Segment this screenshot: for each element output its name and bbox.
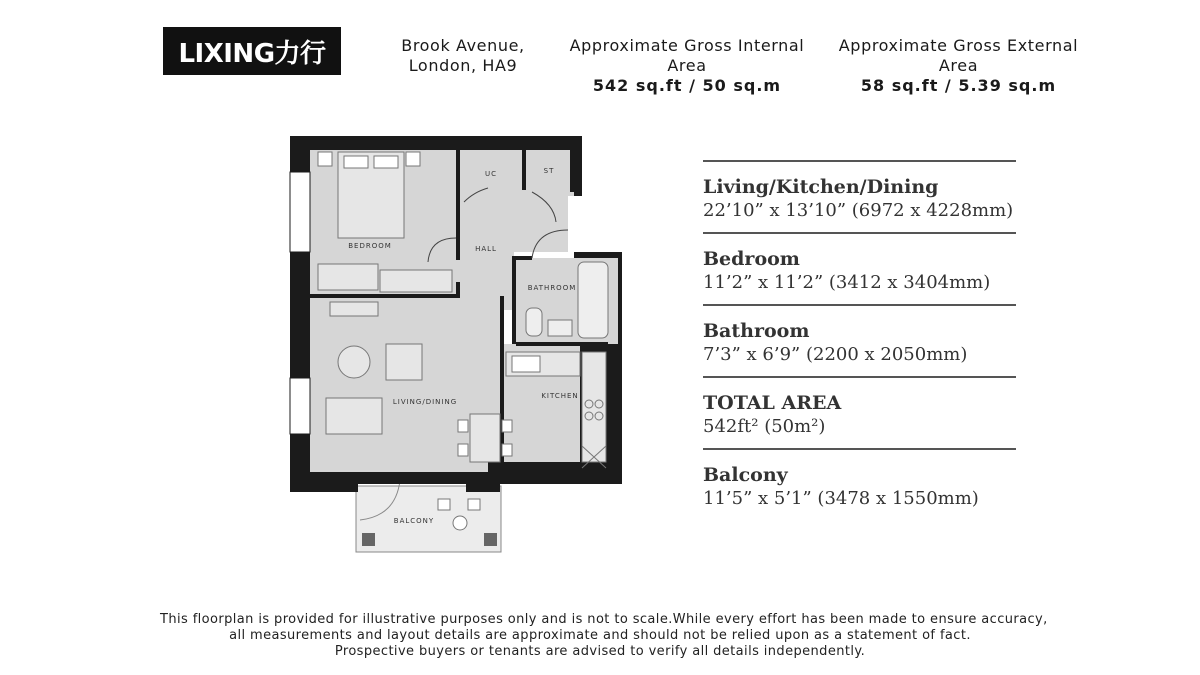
gross-external-label: Approximate Gross External Area <box>838 36 1079 75</box>
address-line-2: London, HA9 <box>408 56 518 75</box>
room-dimensions-legend <box>703 160 1016 520</box>
gross-external-value: 58 sq.ft / 5.39 sq.m <box>860 76 1057 95</box>
wall <box>522 150 526 190</box>
gross-internal-area <box>556 36 818 96</box>
plan-label-living: LIVING/DINING <box>392 398 458 406</box>
nightstand <box>406 152 420 166</box>
brand-logo: LIXING力行 <box>163 27 341 75</box>
window <box>290 172 310 252</box>
room-dimensions: 542ft² (50m²) <box>703 416 826 437</box>
pillow <box>374 156 398 168</box>
desk <box>318 264 378 290</box>
planter-left <box>362 533 375 546</box>
gross-external-area <box>826 36 1091 96</box>
room-name: Bathroom <box>703 320 810 342</box>
legend-row <box>703 448 1016 520</box>
bathtub <box>578 262 608 338</box>
chair <box>458 444 468 456</box>
room-name: Living/Kitchen/Dining <box>703 176 939 198</box>
wall <box>516 342 608 346</box>
plan-label-st: ST <box>543 167 555 175</box>
plan-label-uc: UC <box>484 170 498 178</box>
kitchen-units <box>582 352 606 462</box>
address-line-1: Brook Avenue, <box>401 36 525 55</box>
chair <box>502 444 512 456</box>
gross-internal-label: Approximate Gross Internal Area <box>569 36 805 75</box>
wall <box>512 256 532 260</box>
legend-row <box>703 232 1016 304</box>
round-table <box>338 346 370 378</box>
disclaimer <box>160 612 1048 660</box>
room-dimensions: 11’2” x 11’2” (3412 x 3404mm) <box>703 272 991 293</box>
property-address <box>388 36 538 76</box>
wall <box>310 294 460 298</box>
pillow <box>344 156 368 168</box>
wall <box>570 150 574 192</box>
kitchen-sink <box>512 356 540 372</box>
disclaimer-line-2: all measurements and layout details are approximate and should not be relied upon as a statement of fact. <box>229 628 971 643</box>
balcony-table <box>453 516 467 530</box>
plan-label-bedroom: BEDROOM <box>348 242 392 250</box>
gross-internal-value: 542 sq.ft / 50 sq.m <box>592 76 782 95</box>
wardrobe <box>380 270 452 292</box>
floor-plan <box>288 132 628 557</box>
legend-row <box>703 376 1016 448</box>
plan-label-balcony: BALCONY <box>393 517 435 525</box>
disclaimer-line-3: Prospective buyers or tenants are advised to verify all details independently. <box>334 644 866 659</box>
tv-unit <box>330 302 378 316</box>
balcony-chair <box>438 499 450 510</box>
chair <box>458 420 468 432</box>
sofa <box>326 398 382 434</box>
toilet <box>526 308 542 336</box>
wall <box>456 150 460 260</box>
plan-label-bathroom: BATHROOM <box>527 284 577 292</box>
plan-label-kitchen: KITCHEN <box>541 392 579 400</box>
chair <box>502 420 512 432</box>
window <box>290 378 310 434</box>
plan-label-hall: HALL <box>475 245 497 253</box>
nightstand <box>318 152 332 166</box>
armchair <box>386 344 422 380</box>
room-name: Bedroom <box>703 248 800 270</box>
legend-row <box>703 160 1016 232</box>
room-dimensions: 22’10” x 13’10” (6972 x 4228mm) <box>703 200 1014 221</box>
room-dimensions: 11’5” x 5’1” (3478 x 1550mm) <box>703 488 979 509</box>
sink <box>548 320 572 336</box>
disclaimer-line-1: This floorplan is provided for illustrative purposes only and is not to scale.While every effort has been made to ensure accuracy, <box>160 612 1048 627</box>
planter-right <box>484 533 497 546</box>
wall <box>512 256 516 344</box>
room-dimensions: 7’3” x 6’9” (2200 x 2050mm) <box>703 344 968 365</box>
dining-table <box>470 414 500 462</box>
room-name: TOTAL AREA <box>703 392 842 414</box>
balcony-chair <box>468 499 480 510</box>
room-name: Balcony <box>703 464 788 486</box>
wall <box>456 282 460 294</box>
legend-row <box>703 304 1016 376</box>
